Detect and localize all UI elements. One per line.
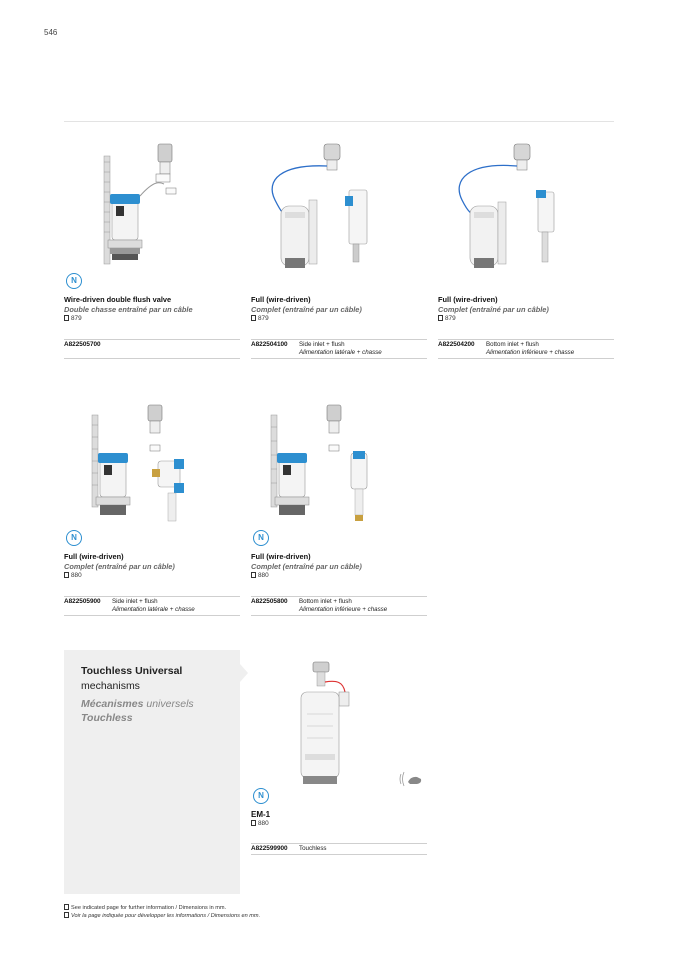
product-card [251,650,427,860]
product-subtitle: Complet (entraîné par un câble) [64,562,175,571]
new-badge-icon: N [253,788,269,804]
document-icon [64,904,69,910]
row-divider [251,596,427,597]
page-number: 546 [44,28,58,37]
product-subtitle: Double chasse entraîné par un câble [64,305,193,314]
document-icon [64,572,69,578]
description-en: Side inlet + flush [112,598,158,605]
description-fr: Alimentation latérale + chasse [299,349,382,356]
flush-valve-image [251,397,427,537]
product-subtitle: Complet (entraîné par un câble) [251,305,362,314]
document-icon [438,315,443,321]
product-subtitle: Complet (entraîné par un câble) [438,305,549,314]
new-badge-icon: N [66,530,82,546]
row-divider [64,615,240,616]
product-subtitle: Complet (entraîné par un câble) [251,562,362,571]
page-reference: 879 [251,315,269,322]
product-title: EM-1 [251,810,271,819]
product-card [64,140,240,360]
product-title: Full (wire-driven) [438,295,498,304]
footnote-fr: Voir la page indiquée pour développer les informations / Dimensions en mm. [64,912,260,919]
top-divider [64,121,614,122]
touchless-hand-icon [395,766,425,792]
flush-valve-image [64,140,240,280]
product-title: Full (wire-driven) [251,295,311,304]
section-title-fr-line2: Touchless [81,712,133,724]
section-title: Touchless Universal [81,665,183,677]
product-code: A822504100 [251,341,288,348]
product-card [64,397,240,617]
document-icon [251,572,256,578]
section-title-fr: Mécanismes universels [81,698,194,710]
flush-valve-image [64,397,240,537]
product-card [251,397,427,617]
product-code: A822505700 [64,341,101,348]
row-divider [64,358,240,359]
page-reference: 879 [64,315,82,322]
page-reference: 880 [251,820,269,827]
row-divider [251,358,427,359]
description-en: Bottom inlet + flush [299,598,352,605]
document-icon [251,820,256,826]
product-title: Full (wire-driven) [64,552,124,561]
description-en: Touchless [299,845,327,852]
row-divider [251,843,427,844]
product-title: Full (wire-driven) [251,552,311,561]
row-divider [251,854,427,855]
product-code: A822504200 [438,341,475,348]
page-reference: 880 [64,572,82,579]
new-badge-icon: N [253,530,269,546]
product-code: A822599900 [251,845,288,852]
page-reference: 880 [251,572,269,579]
row-divider [438,358,614,359]
description-en: Bottom inlet + flush [486,341,539,348]
product-code: A822505800 [251,598,288,605]
document-icon [64,315,69,321]
document-icon [251,315,256,321]
product-card [438,140,614,360]
description-fr: Alimentation inférieure + chasse [486,349,575,356]
description-fr: Alimentation inférieure + chasse [299,606,388,613]
panel-pointer [240,664,248,682]
row-divider [251,615,427,616]
flush-valve-image [251,140,427,280]
product-code: A822505900 [64,598,101,605]
product-title: Wire-driven double flush valve [64,295,172,304]
document-icon [64,912,69,918]
page-reference: 879 [438,315,456,322]
row-divider [251,339,427,340]
description-en: Side inlet + flush [299,341,345,348]
row-divider [64,596,240,597]
product-card [251,140,427,360]
row-divider [438,339,614,340]
description-fr: Alimentation latérale + chasse [112,606,195,613]
section-title-rest: mechanisms [81,680,140,692]
footnote-en: See indicated page for further information / Dimensions in mm. [64,904,226,911]
new-badge-icon: N [66,273,82,289]
flush-valve-image [438,140,614,280]
row-divider [64,339,240,340]
